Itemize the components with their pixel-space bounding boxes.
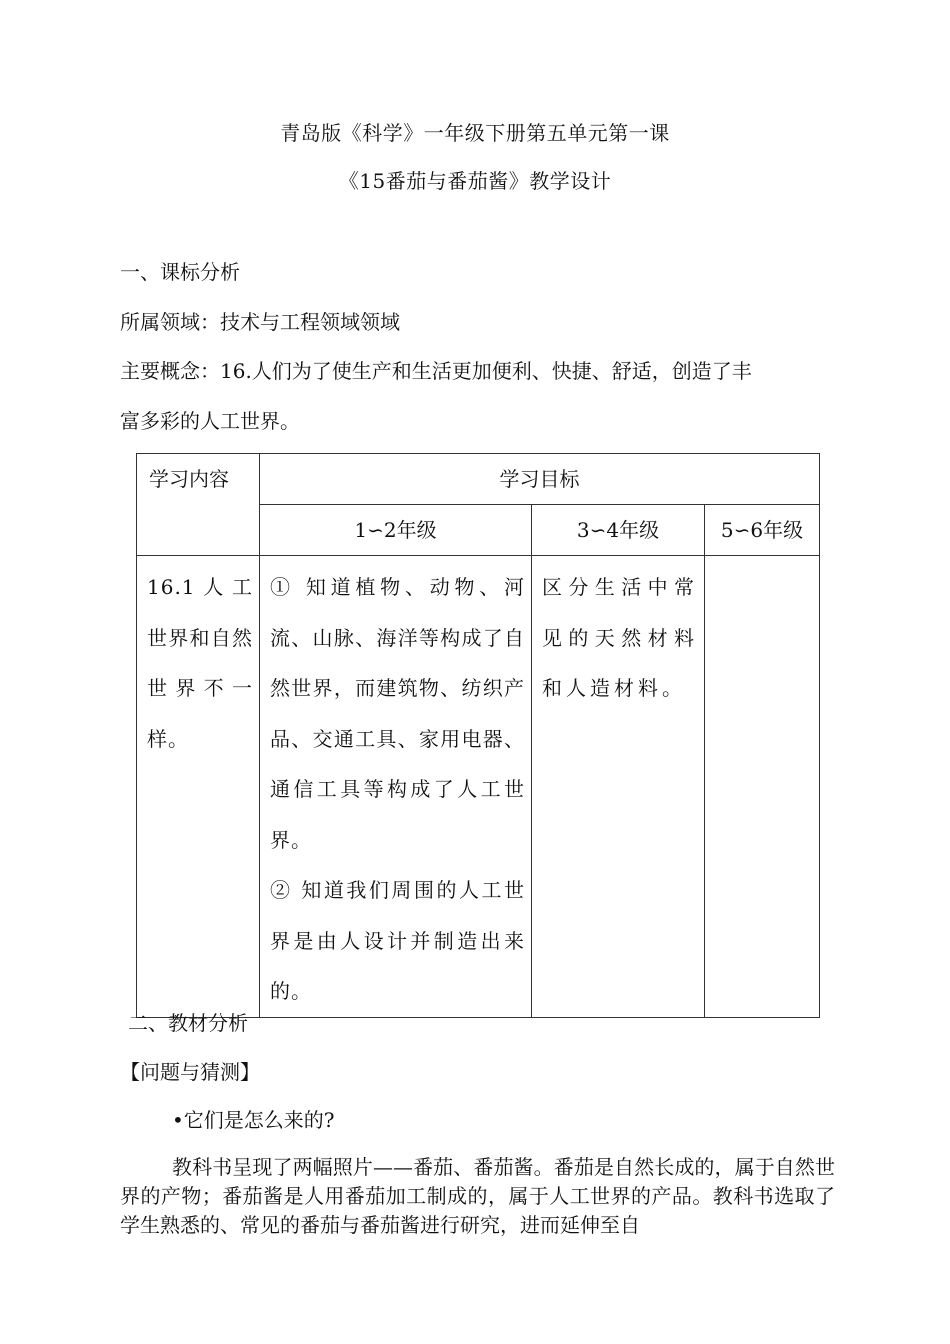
concept-line-1: 主要概念：16.人们为了使生产和生活更加便利、快捷、舒适，创造了丰 bbox=[120, 359, 752, 383]
row-goal-grade-3-4 bbox=[532, 556, 705, 1018]
header-learning-goal-label: 学习目标 bbox=[499, 467, 580, 491]
header-grade-3-4 bbox=[532, 505, 705, 556]
textbook-paragraph: 教科书呈现了两幅照片——番茄、番茄酱。番茄是自然长成的，属于自然世界的产物；番茄酱是人用番茄加工制成的，属于人工世界的产品。教科书选取了学生熟悉的、常见的番茄与番茄酱进行研究，进而延伸至自 bbox=[120, 1155, 835, 1237]
goal-3-4-text: 区分生活中常见的天然材料和人造材料。 bbox=[542, 575, 698, 700]
goal-1-2-item-2: ② 知道我们周围的人工世界是由人设计并制造出来的。 bbox=[270, 878, 525, 1003]
section-heading-textbook: 二、教材分析 bbox=[128, 1011, 248, 1035]
goal-5-6-text bbox=[705, 556, 819, 562]
header-learning-content-label: 学习内容 bbox=[149, 467, 229, 491]
row-goal-grade-1-2 bbox=[260, 556, 532, 1018]
goal-1-2-item-1: ① 知道植物、动物、河流、山脉、海洋等构成了自然世界，而建筑物、纺织产品、交通工具、家用电器、通信工具等构成了人工世界。 bbox=[270, 575, 525, 852]
subheading-question: 【问题与猜测】 bbox=[120, 1060, 260, 1084]
concept-line-2: 富多彩的人工世界。 bbox=[120, 409, 300, 433]
grade-3-4-label: 3∽4年级 bbox=[576, 518, 660, 542]
row-goal-grade-5-6 bbox=[705, 556, 820, 1018]
header-learning-content bbox=[137, 454, 260, 556]
document-title: 青岛版《科学》一年级下册第五单元第一课 bbox=[280, 121, 670, 145]
section-heading-curriculum: 一、课标分析 bbox=[120, 260, 240, 284]
header-grade-5-6 bbox=[705, 505, 820, 556]
row-learning-content bbox=[137, 556, 260, 1018]
learning-content-text: 16.1人工世界和自然世界不一样。 bbox=[147, 575, 253, 751]
header-grade-1-2 bbox=[260, 505, 532, 556]
header-learning-goal bbox=[260, 454, 820, 505]
domain-line: 所属领域：技术与工程领域领域 bbox=[120, 310, 400, 334]
grade-1-2-label: 1∽2年级 bbox=[354, 518, 437, 542]
bullet-question: •它们是怎么来的? bbox=[172, 1108, 335, 1132]
grade-5-6-label: 5∽6年级 bbox=[720, 518, 804, 542]
document-subtitle: 《15番茄与番茄酱》教学设计 bbox=[338, 169, 612, 193]
curriculum-standard-table bbox=[136, 453, 820, 1018]
